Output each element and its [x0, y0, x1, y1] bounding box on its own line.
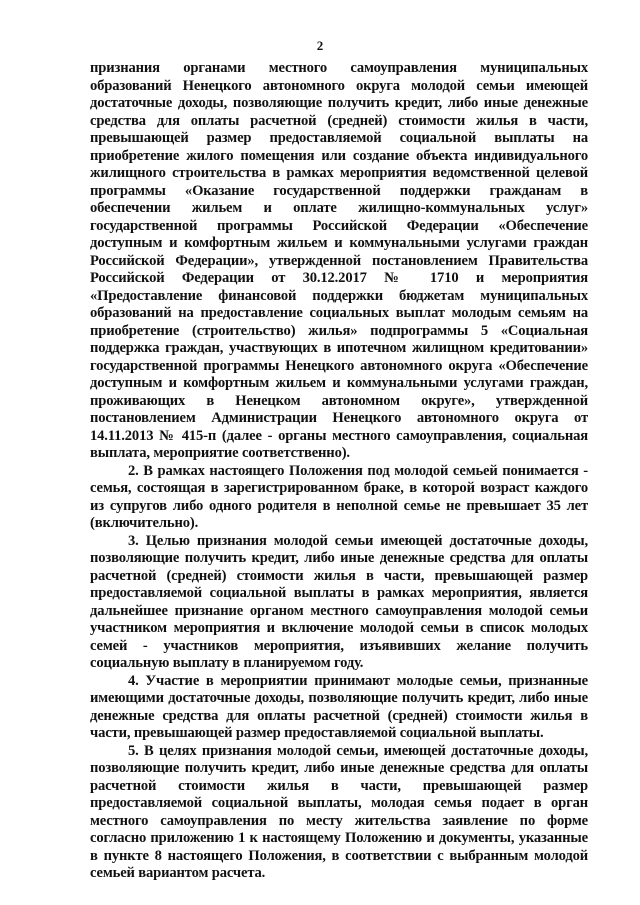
- page-number: 2: [316, 38, 324, 53]
- document-body: [90, 60, 588, 883]
- paragraph-3: 3. Целью признания молодой семьи имеющей достаточные доходы, позволяющие получить кредит, либо иные денежные средства для оплаты расчетной (средней) стоимости жилья в части, превышающей размер предоставляемой социальной выплаты в рамках мероприятия, является дальнейшее признание органом местного самоуправления молодой семьи участником мероприятия и включение молодой семьи в список молодых семей - участников мероприятия, изъявивших желание получить социальную выплату в планируемом году.: [90, 532, 588, 671]
- paragraph-5: 5. В целях признания молодой семьи, имеющей достаточные доходы, позволяющие получить кредит, либо иные денежные средства для оплаты расчетной стоимости жилья в части, превышающей размер предоставляемой социальной выплаты, молодая семья подает в орган местного самоуправления по месту жительства заявление по форме согласно приложению 1 к настоящему Положению и документы, указанные в пункте 8 настоящего Положения, в соответствии с выбранным молодой семьей вариантом расчета.: [90, 742, 588, 881]
- paragraph-4: 4. Участие в мероприятии принимают молодые семьи, признанные имеющими достаточные доходы, позволяющие получить кредит, либо иные денежные средства для оплаты расчетной (средней) стоимости жилья в части, превышающей размер предоставляемой социальной выплаты.: [90, 672, 588, 741]
- paragraph-continuation: признания органами местного самоуправления муниципальных образований Ненецкого автономного округа молодой семьи имеющей достаточные доходы, позволяющие получить кредит, либо иные денежные средства для оплаты расчетной (средней) стоимости жилья в части, превышающей размер предоставляемой социальной выплаты на приобретение жилого помещения или создание объекта индивидуального жилищного строительства в рамках мероприятия ведомственной целевой программы «Оказание государственной поддержки гражданам в обеспечении жильем и оплате жилищно-коммунальных услуг» государственной программы Российской Федерации «Обеспечение доступным и комфортным жильем и коммунальными услугами граждан Российской Федерации», утвержденной постановлением Правительства Российской Федерации от 30.12.2017 № 1710 и мероприятия «Предоставление финансовой поддержки бюджетам муниципальных образований на предоставление социальных выплат молодым семьям на приобретение (строительство) жилья» подпрограммы 5 «Социальная поддержка граждан, участвующих в ипотечном жилищном кредитовании» государственной программы Ненецкого автономного округа «Обеспечение доступным и комфортным жильем и коммунальными услугами граждан, проживающих в Ненецком автономном округе», утвержденной постановлением Администрации Ненецкого автономного округа от 14.11.2013 № 415-п (далее - органы местного самоуправления, социальная выплата, мероприятие соответственно).: [90, 60, 588, 461]
- paragraph-2: 2. В рамках настоящего Положения под молодой семьей понимается - семья, состоящая в зарегистрированном браке, в которой возраст каждого из супругов либо одного родителя в неполной семье не превышает 35 лет (включительно).: [90, 462, 588, 531]
